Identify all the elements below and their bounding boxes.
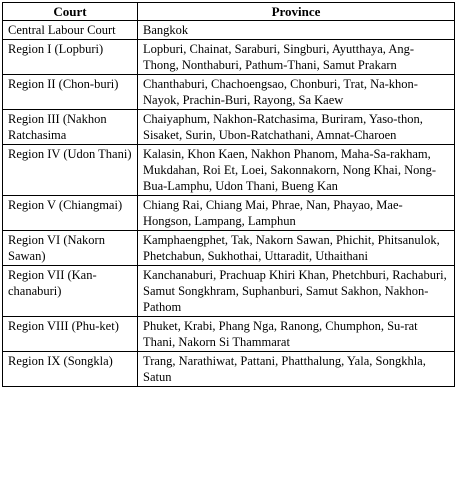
table-row (3, 21, 455, 40)
province-cell: Chanthaburi, Chachoengsao, Chonburi, Trat, Na-khon-Nayok, Prachin-Buri, Rayong, Sa Kaew (138, 75, 455, 110)
table-header-row (3, 3, 455, 21)
province-cell: Chiang Rai, Chiang Mai, Phrae, Nan, Phayao, Mae-Hongson, Lampang, Lamphun (138, 196, 455, 231)
table-row (3, 231, 455, 266)
province-cell: Phuket, Krabi, Phang Nga, Ranong, Chumphon, Su-rat Thani, Nakorn Si Thammarat (138, 317, 455, 352)
table-row (3, 40, 455, 75)
court-province-table (2, 2, 455, 387)
court-cell: Region I (Lopburi) (3, 40, 138, 75)
court-cell: Region VIII (Phu-ket) (3, 317, 138, 352)
table-row (3, 196, 455, 231)
province-cell: Trang, Narathiwat, Pattani, Phatthalung, Yala, Songkhla, Satun (138, 352, 455, 387)
table-row (3, 75, 455, 110)
province-cell: Kamphaengphet, Tak, Nakorn Sawan, Phichit, Phitsanulok, Phetchabun, Sukhothai, Uttaradit, Uthaithani (138, 231, 455, 266)
province-cell: Kalasin, Khon Kaen, Nakhon Phanom, Maha-Sa-rakham, Mukdahan, Roi Et, Loei, Sakonnakorn, Nong Khai, Nong-Bua-Lamphu, Udon Thani, Bueng Kan (138, 145, 455, 196)
court-cell: Region IX (Songkla) (3, 352, 138, 387)
province-cell: Bangkok (138, 21, 455, 40)
document-page (2, 2, 454, 387)
header-province: Province (138, 3, 455, 21)
table-row (3, 317, 455, 352)
table-row (3, 110, 455, 145)
court-cell: Region III (Nakhon Ratchasima (3, 110, 138, 145)
court-cell: Central Labour Court (3, 21, 138, 40)
court-cell: Region IV (Udon Thani) (3, 145, 138, 196)
province-cell: Lopburi, Chainat, Saraburi, Singburi, Ayutthaya, Ang-Thong, Nonthaburi, Pathum-Thani, Samut Prakarn (138, 40, 455, 75)
court-cell: Region VI (Nakorn Sawan) (3, 231, 138, 266)
court-cell: Region II (Chon-buri) (3, 75, 138, 110)
table-row (3, 145, 455, 196)
court-cell: Region V (Chiangmai) (3, 196, 138, 231)
province-cell: Chaiyaphum, Nakhon-Ratchasima, Buriram, Yaso-thon, Sisaket, Surin, Ubon-Ratchathani, Amnat-Charoen (138, 110, 455, 145)
table-row (3, 352, 455, 387)
header-court: Court (3, 3, 138, 21)
province-cell: Kanchanaburi, Prachuap Khiri Khan, Phetchburi, Rachaburi, Samut Songkhram, Suphanburi, Samut Sakhon, Nakhon-Pathom (138, 266, 455, 317)
table-row (3, 266, 455, 317)
court-cell: Region VII (Kan-chanaburi) (3, 266, 138, 317)
